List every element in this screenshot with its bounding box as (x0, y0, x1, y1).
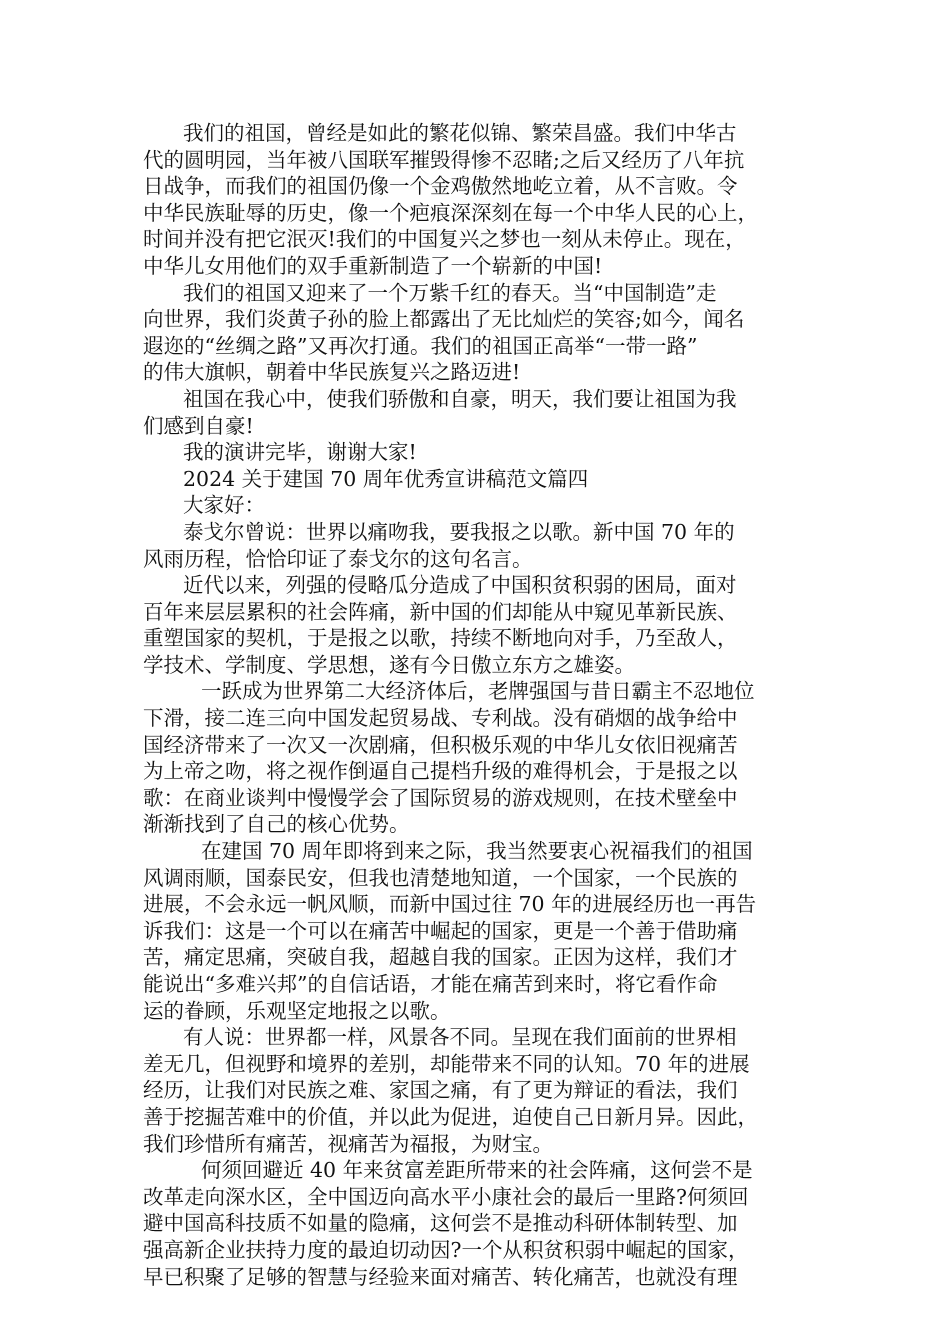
text-line: 一跃成为世界第二大经济体后，老牌强国与昔日霸主不忍地位 (201, 679, 755, 704)
text-line: 代的圆明园，当年被八国联军摧毁得惨不忍睹;之后又经历了八年抗 (143, 147, 745, 172)
text-line: 泰戈尔曾说：世界以痛吻我，要我报之以歌。新中国 70 年的 (183, 519, 735, 544)
text-line: 运的眷顾，乐观坚定地报之以歌。 (143, 998, 451, 1023)
text-line: 歌：在商业谈判中慢慢学会了国际贸易的游戏规则，在技术壁垒中 (143, 785, 738, 810)
text-line: 国经济带来了一次又一次剧痛，但积极乐观的中华儿女依旧视痛苦 (143, 732, 738, 757)
text-line: 进展，不会永远一帆风顺，而新中国过往 70 年的进展经历也一再告 (143, 892, 757, 917)
text-line: 诉我们：这是一个可以在痛苦中崛起的国家，更是一个善于借助痛 (143, 918, 738, 943)
text-line: 强高新企业扶持力度的最迫切动因?一个从积贫积弱中崛起的国家， (143, 1237, 749, 1262)
text-line: 下滑，接二连三向中国发起贸易战、专利战。没有硝烟的战争给中 (143, 706, 738, 731)
text-line: 苦，痛定思痛，突破自我，超越自我的国家。正因为这样，我们才 (143, 945, 738, 970)
text-line: 渐渐找到了自己的核心优势。 (143, 812, 410, 837)
text-line: 善于挖掘苦难中的价值，并以此为促进，迫使自己日新月异。因此， (143, 1104, 758, 1129)
document-page (143, 120, 808, 1290)
text-line: 重塑国家的契机，于是报之以歌，持续不断地向对手，乃至敌人， (143, 626, 738, 651)
text-line: 的伟大旗帜，朝着中华民族复兴之路迈进! (143, 360, 521, 385)
text-line: 风调雨顺，国泰民安，但我也清楚地知道，一个国家，一个民族的 (143, 865, 738, 890)
text-line: 我们的祖国，曾经是如此的繁花似锦、繁荣昌盛。我们中华古 (183, 121, 737, 145)
text-line: 能说出“多难兴邦”的自信话语，才能在痛苦到来时，将它看作命 (143, 972, 718, 996)
text-line: 近代以来，列强的侵略瓜分造成了中国积贫积弱的困局，面对 (183, 573, 737, 598)
text-line: 日战争，而我们的祖国仍像一个金鸡傲然地屹立着，从不言败。令 (143, 174, 738, 199)
text-line: 学技术、学制度、学思想，遂有今日傲立东方之雄姿。 (143, 652, 635, 677)
text-line: 中华民族耻辱的历史，像一个疤痕深深刻在每一个中华人民的心上， (143, 200, 758, 225)
text-line: 早已积聚了足够的智慧与经验来面对痛苦、转化痛苦，也就没有理 (143, 1264, 738, 1289)
text-line: 遐迩的“丝绸之路”又再次打通。我们的祖国正高举“一带一路” (143, 333, 698, 358)
text-line: 大家好： (183, 493, 265, 518)
text-line: 中华儿女用他们的双手重新制造了一个崭新的中国! (143, 253, 603, 278)
text-line: 有人说：世界都一样，风景各不同。呈现在我们面前的世界相 (183, 1025, 737, 1050)
text-line: 经历，让我们对民族之难、家国之痛，有了更为辩证的看法，我们 (143, 1078, 738, 1103)
text-line: 祖国在我心中，使我们骄傲和自豪，明天，我们要让祖国为我 (183, 386, 737, 411)
text-line: 时间并没有把它泯灭!我们的中国复兴之梦也一刻从未停止。现在， (143, 227, 746, 252)
text-line: 我们的祖国又迎来了一个万紫千红的春天。当“中国制造”走 (183, 280, 717, 305)
text-line: 为上帝之吻，将之视作倒逼自己提档升级的难得机会，于是报之以 (143, 759, 738, 784)
text-line: 差无几，但视野和境界的差别，却能带来不同的认知。70 年的进展 (143, 1051, 750, 1076)
text-line: 在建国 70 周年即将到来之际，我当然要衷心祝福我们的祖国 (201, 839, 753, 864)
text-line: 们感到自豪! (143, 413, 254, 438)
text-line: 改革走向深水区，全中国迈向高水平小康社会的最后一里路?何须回 (143, 1184, 749, 1209)
text-line: 百年来层层累积的社会阵痛，新中国的们却能从中窥见革新民族、 (143, 599, 738, 624)
text-line: 向世界，我们炎黄子孙的脸上都露出了无比灿烂的笑容;如今，闻名 (143, 307, 745, 332)
text-line: 风雨历程，恰恰印证了泰戈尔的这句名言。 (143, 546, 533, 571)
text-line: 我们珍惜所有痛苦，视痛苦为福报，为财宝。 (143, 1131, 553, 1156)
text-line: 2024 关于建国 70 周年优秀宣讲稿范文篇四 (183, 466, 589, 491)
text-line: 我的演讲完毕，谢谢大家! (183, 440, 417, 465)
text-line: 何须回避近 40 年来贫富差距所带来的社会阵痛，这何尝不是 (201, 1158, 753, 1183)
text-line: 避中国高科技质不如量的隐痛，这何尝不是推动科研体制转型、加 (143, 1211, 738, 1236)
